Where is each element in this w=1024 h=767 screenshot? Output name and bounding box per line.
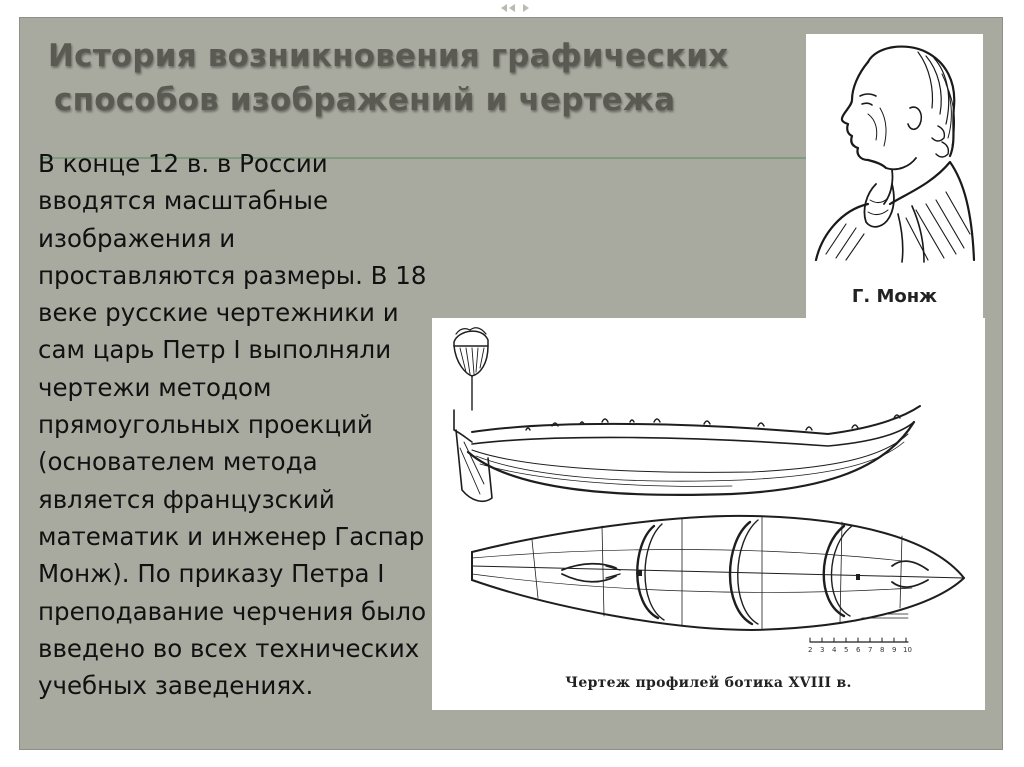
- slide-body-text: [38, 145, 478, 704]
- body-line: веке русские чертежники и: [38, 298, 399, 328]
- slide-nav-arrows-icon: [485, 2, 545, 14]
- scale-label: 3: [820, 646, 825, 654]
- body-line: введено во всех технических: [38, 633, 420, 663]
- scale-label: 10: [903, 646, 912, 654]
- scale-label: 9: [892, 646, 897, 654]
- body-line: проставляются размеры. В 18: [38, 260, 427, 290]
- body-line: сам царь Петр I выполняли: [38, 335, 392, 365]
- body-line: В конце 12 в. в России: [38, 149, 328, 178]
- body-line: вводятся масштабные: [38, 186, 329, 216]
- body-line: (основателем метода: [38, 447, 318, 477]
- body-line: прямоугольных проекций: [38, 410, 373, 440]
- monge-portrait: [806, 34, 983, 318]
- boat-blueprint-icon: [432, 318, 985, 710]
- slide-title: [48, 34, 728, 122]
- scale-label: 6: [856, 646, 861, 654]
- body-line: является французский: [38, 484, 335, 514]
- body-line: математик и инженер Гаспар: [38, 521, 425, 551]
- scale-label: 2: [808, 646, 813, 654]
- title-line-2: способов изображений и чертежа: [54, 82, 676, 118]
- drawing-caption: Чертеж профилей ботика XVIII в.: [565, 675, 852, 691]
- portrait-caption: Г. Монж: [851, 286, 938, 307]
- body-line: Монж). По приказу Петра I: [38, 559, 385, 589]
- scale-label: 4: [832, 646, 837, 654]
- body-line: учебных заведениях.: [38, 671, 314, 701]
- title-line-1: История возникновения графических: [48, 38, 729, 74]
- body-line: изображения и: [38, 223, 236, 253]
- scale-label: 8: [880, 646, 885, 654]
- scale-label: 5: [844, 646, 849, 654]
- portrait-engraving-icon: [806, 34, 983, 318]
- body-line: чертежи методом: [38, 372, 272, 402]
- body-line: преподавание черчения было: [38, 596, 427, 626]
- scale-label: 7: [868, 646, 873, 654]
- boat-blueprint: [432, 318, 985, 710]
